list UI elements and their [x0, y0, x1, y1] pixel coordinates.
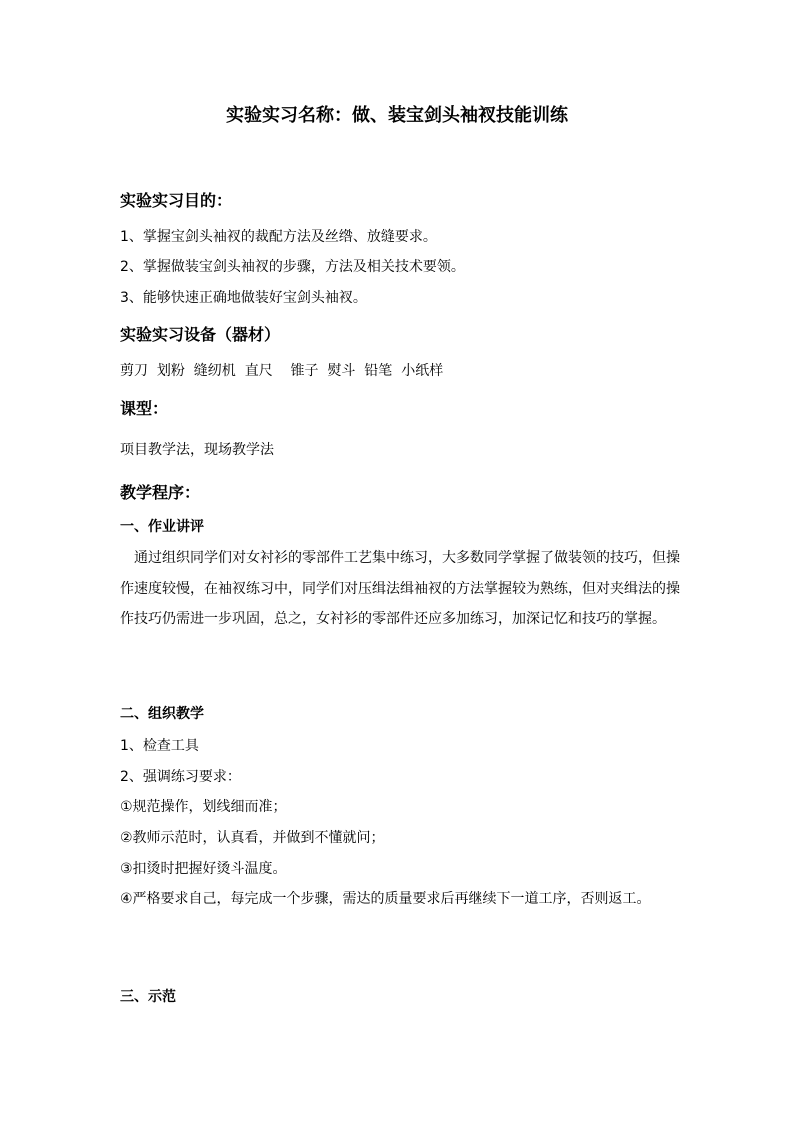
equipment-list: 剪刀 划粉 缝纫机 直尺 锥子 熨斗 铅笔 小纸样 [120, 363, 444, 379]
section2-item-5: ③扣烫时把握好烫斗温度。 [120, 861, 287, 877]
objective-item-1: 1、掌握宝剑头袖衩的裁配方法及丝绺、放缝要求。 [120, 229, 437, 245]
section2-item-2: 2、强调练习要求： [120, 769, 241, 785]
equipment-heading: 实验实习设备（器材） [120, 325, 281, 344]
section2-item-1: 1、检查工具 [120, 738, 199, 754]
section2-item-6: ④严格要求自己，每完成一个步骤，需达的质量要求后再继续下一道工序，否则返工。 [120, 891, 651, 907]
section1-heading: 一、作业讲评 [120, 519, 204, 535]
section1-paragraph: 通过组织同学们对女衬衫的零部件工艺集中练习，大多数同学掌握了做装领的技巧，但操作速度较慢，在袖衩练习中，同学们对压缉法缉袖衩的方法掌握较为熟练，但对夹缉法的操作技巧仍需进一步巩固，总之，女衬衫的零部件还应多加练习，加深记忆和技巧的掌握。 [120, 550, 680, 628]
section3-heading: 三、示范 [120, 989, 176, 1005]
objectives-heading: 实验实习目的： [120, 191, 233, 210]
course-type-heading: 课型： [120, 399, 169, 418]
section2-heading: 二、组织教学 [120, 706, 204, 722]
objective-item-2: 2、掌握做装宝剑头袖衩的步骤，方法及相关技术要领。 [120, 259, 465, 275]
section2-item-3: ①规范操作，划线细而准； [120, 799, 287, 815]
document-title: 实验实习名称：做、装宝剑头袖衩技能训练 [226, 105, 568, 126]
procedure-heading: 教学程序： [120, 483, 201, 502]
section2-item-4: ②教师示范时，认真看，并做到不懂就问； [120, 830, 385, 846]
objective-item-3: 3、能够快速正确地做装好宝剑头袖衩。 [120, 290, 367, 306]
course-type-text: 项目教学法，现场教学法 [120, 442, 274, 458]
